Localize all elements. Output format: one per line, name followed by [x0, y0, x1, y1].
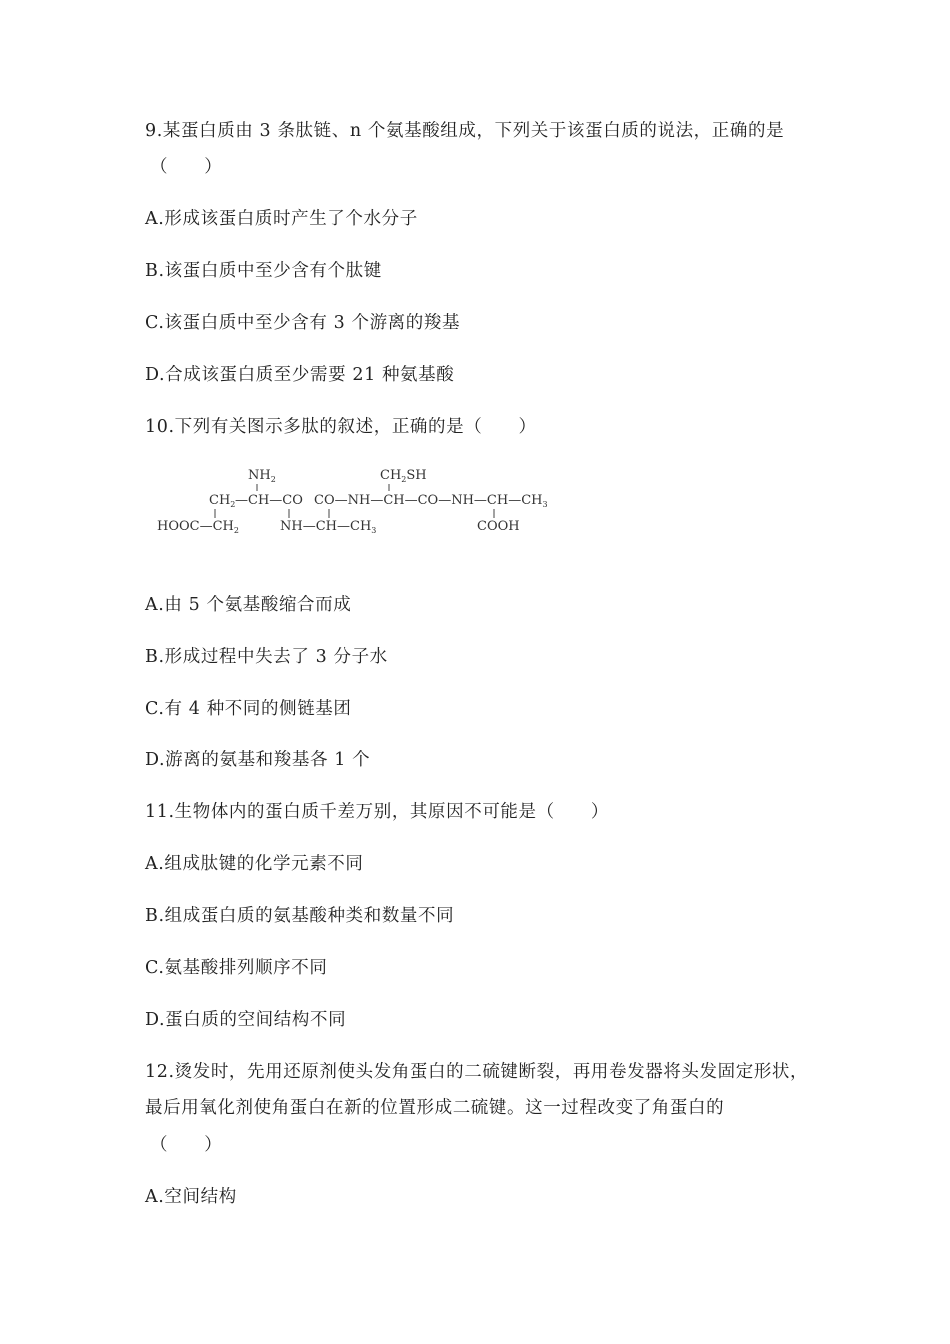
question-12-option-a: A.空间结构: [145, 1187, 237, 1207]
main-chain-peptide-segment: $CO—NH—CH—CO—NH—CH—CH_3$: [314, 493, 548, 509]
main-chain-ch-co: —CH—CO: [235, 493, 303, 508]
question-11-option-d: D.蛋白质的空间结构不同: [145, 1010, 347, 1030]
question-9-option-d: D.合成该蛋白质至少需要 21 种氨基酸: [145, 365, 455, 385]
question-11-option-a: A.组成肽键的化学元素不同: [145, 854, 364, 874]
question-11-option-c: C.氨基酸排列顺序不同: [145, 958, 328, 978]
main-chain-ch2: $CH_2$: [209, 493, 236, 509]
terminal-carboxyl: COOH: [477, 519, 520, 534]
question-9-stem: 9.某蛋白质由 3 条肽链、n 个氨基酸组成，下列关于该蛋白质的说法，正确的是: [145, 121, 785, 141]
question-9-bracket: （ ）: [150, 157, 223, 177]
question-9-option-b: B.该蛋白质中至少含有个肽键: [145, 261, 382, 281]
alanine-side-chain: $NH—CH—CH_3$: [280, 519, 377, 535]
amino-group-label: $NH_2$: [248, 468, 276, 484]
question-10-option-a: A.由 5 个氨基酸缩合而成: [145, 595, 352, 615]
question-11-option-b: B.组成蛋白质的氨基酸种类和数量不同: [145, 906, 455, 926]
question-10-stem: 10.下列有关图示多肽的叙述，正确的是（ ）: [145, 417, 537, 437]
question-10-option-b: B.形成过程中失去了 3 分子水: [145, 647, 388, 667]
question-9-option-c: C.该蛋白质中至少含有 3 个游离的羧基: [145, 313, 461, 333]
polypeptide-structure-diagram: [150, 455, 550, 555]
question-10-option-d: D.游离的氨基和羧基各 1 个: [145, 750, 371, 770]
question-11-stem: 11.生物体内的蛋白质千差万别，其原因不可能是（ ）: [145, 802, 610, 822]
question-9-option-a: A.形成该蛋白质时产生了个水分子: [145, 209, 418, 229]
question-10-option-c: C.有 4 种不同的侧链基团: [145, 699, 352, 719]
thiol-side-chain-label: $CH_2SH$: [380, 468, 427, 484]
question-12-stem: 12.烫发时，先用还原剂使头发角蛋白的二硫键断裂，再用卷发器将头发固定形状，最后用氧化剂使角蛋白在新的位置形成二硫键。这一过程改变了角蛋白的: [145, 1062, 809, 1118]
question-12-bracket: （ ）: [150, 1135, 223, 1155]
carboxyl-side-chain: $HOOC—CH_2$: [157, 519, 239, 535]
